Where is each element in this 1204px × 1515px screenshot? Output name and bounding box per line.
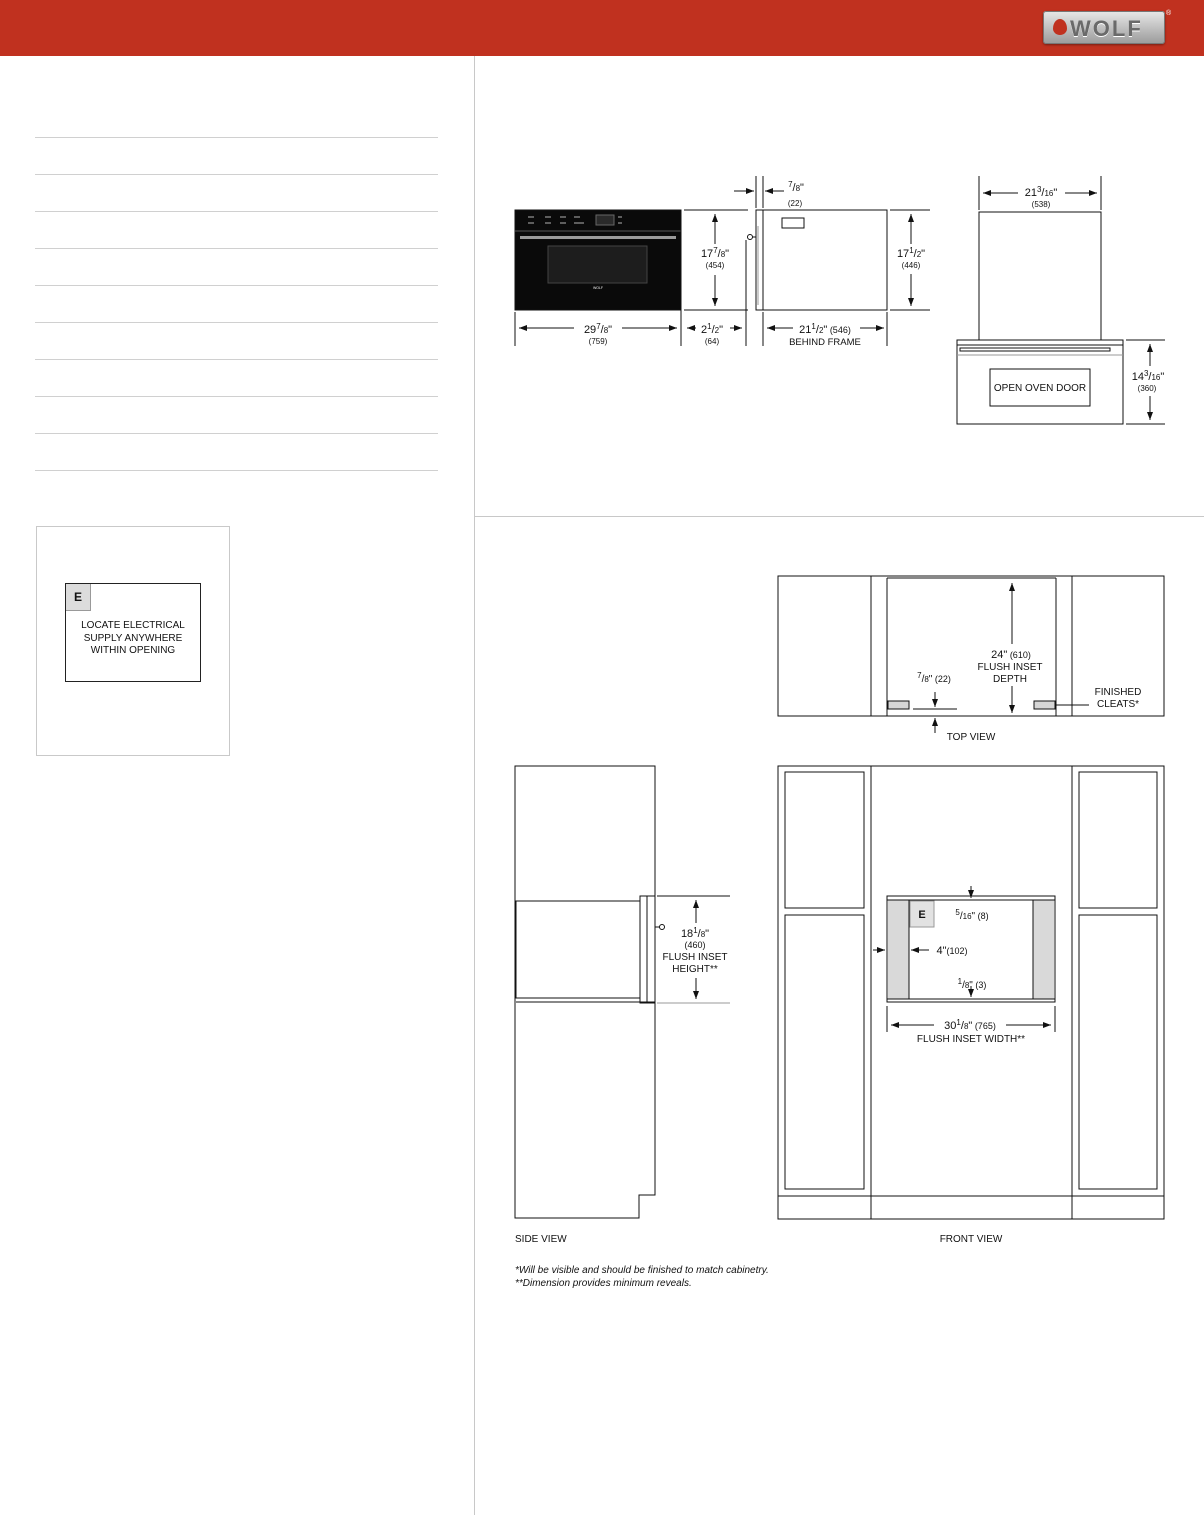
cabinet-door-panel — [1079, 915, 1157, 1189]
cabinet-side-outline — [515, 766, 655, 1218]
depth-dim-note: BEHIND FRAME — [789, 337, 861, 348]
opening-cleat-left — [888, 900, 909, 999]
front-width-label: $30^1/8$" (765) — [944, 1018, 996, 1032]
bottom-reveal-label: $^1$/8" (3) — [957, 977, 987, 991]
side-view-height-mm: (460) — [684, 940, 706, 950]
top-view-depth-line2: FLUSH INSET — [977, 662, 1043, 673]
footnote: *Will be visible and should be finished to match cabinetry. — [515, 1265, 769, 1276]
oven-face-brand: WOLF — [592, 286, 604, 290]
oven-side-frame-install — [640, 896, 647, 1003]
top-view-depth-line3: DEPTH — [993, 674, 1027, 685]
open-door-label: OPEN OVEN DOOR — [993, 383, 1087, 394]
electrical-note-line: WITHIN OPENING — [90, 645, 176, 656]
handle-dim-label: $2^1/2$" — [701, 322, 723, 336]
top-view-caption: TOP VIEW — [946, 732, 996, 743]
depth-dim-label: $21^1/2$" (546) — [799, 322, 851, 336]
electrical-tag: E — [66, 584, 91, 611]
side-view-height-line3: HEIGHT** — [672, 964, 718, 975]
oven-display — [596, 215, 614, 225]
side-view-height-line2: FLUSH INSET — [662, 952, 728, 963]
door-dim-mm: (360) — [1137, 384, 1157, 393]
oven-top-body — [979, 212, 1101, 340]
cleat-right — [1034, 701, 1055, 709]
top-width-dim-label: $21^3/16$" — [1024, 185, 1058, 199]
side-handle — [660, 925, 665, 930]
logo-text: WOLF — [1070, 16, 1143, 41]
side-view-height-label: $18^1/8$" — [680, 926, 710, 940]
oven-handle — [520, 236, 676, 239]
height-dim-label: $17^7/8$" — [700, 246, 730, 260]
cabinet-door-panel — [1079, 772, 1157, 908]
top-view-depth-label: 24" (610) — [991, 649, 1031, 661]
side-height-dim-mm: (446) — [901, 261, 921, 270]
top-width-dim-mm: (538) — [1031, 200, 1051, 209]
front-width-note: FLUSH INSET WIDTH** — [916, 1034, 1026, 1045]
oven-side-handle — [748, 235, 753, 240]
oven-in-cabinet — [516, 901, 640, 998]
cabinet-door-panel — [785, 772, 864, 908]
door-dim-label: $14^3/16$" — [1131, 369, 1165, 383]
oven-side-vent — [782, 218, 804, 228]
cleats-label-line1: FINISHED — [1094, 687, 1142, 698]
cleat-offset-label: $^7$/8" (22) — [917, 671, 951, 685]
cleat-left — [888, 701, 909, 709]
oven-open-door — [957, 340, 1123, 424]
frame-dim-mm: (22) — [787, 199, 803, 208]
height-dim-mm: (454) — [705, 261, 725, 270]
width-dim-label: $29^7/8$" — [583, 322, 613, 336]
cabinet-door-panel — [785, 915, 864, 1189]
electrical-note-line: LOCATE ELECTRICAL — [81, 620, 185, 631]
front-electrical-tag: E — [918, 909, 926, 921]
oven-side-frame-install — [647, 896, 655, 1003]
top-reveal-label: $^5$/16" (8) — [955, 908, 989, 922]
door-handle — [960, 348, 1110, 351]
electrical-note-line: SUPPLY ANYWHERE — [83, 632, 183, 644]
side-view-caption: SIDE VIEW — [515, 1234, 567, 1245]
footnote: **Dimension provides minimum reveals. — [515, 1278, 692, 1289]
registered-mark: ® — [1166, 10, 1172, 17]
cleats-label-line2: CLEATS* — [1096, 699, 1140, 710]
width-dim-mm: (759) — [588, 337, 608, 346]
handle-dim-mm: (64) — [704, 337, 720, 346]
oven-side-frame — [756, 210, 763, 310]
opening-cleat-right — [1033, 900, 1054, 999]
side-height-dim-label: $17^1/2$" — [896, 246, 926, 260]
oven-window — [548, 246, 647, 283]
front-view-caption: FRONT VIEW — [939, 1234, 1003, 1245]
side-dim-label: 4"(102) — [936, 945, 968, 957]
frame-dim-label: $^7$/8" — [788, 180, 804, 194]
